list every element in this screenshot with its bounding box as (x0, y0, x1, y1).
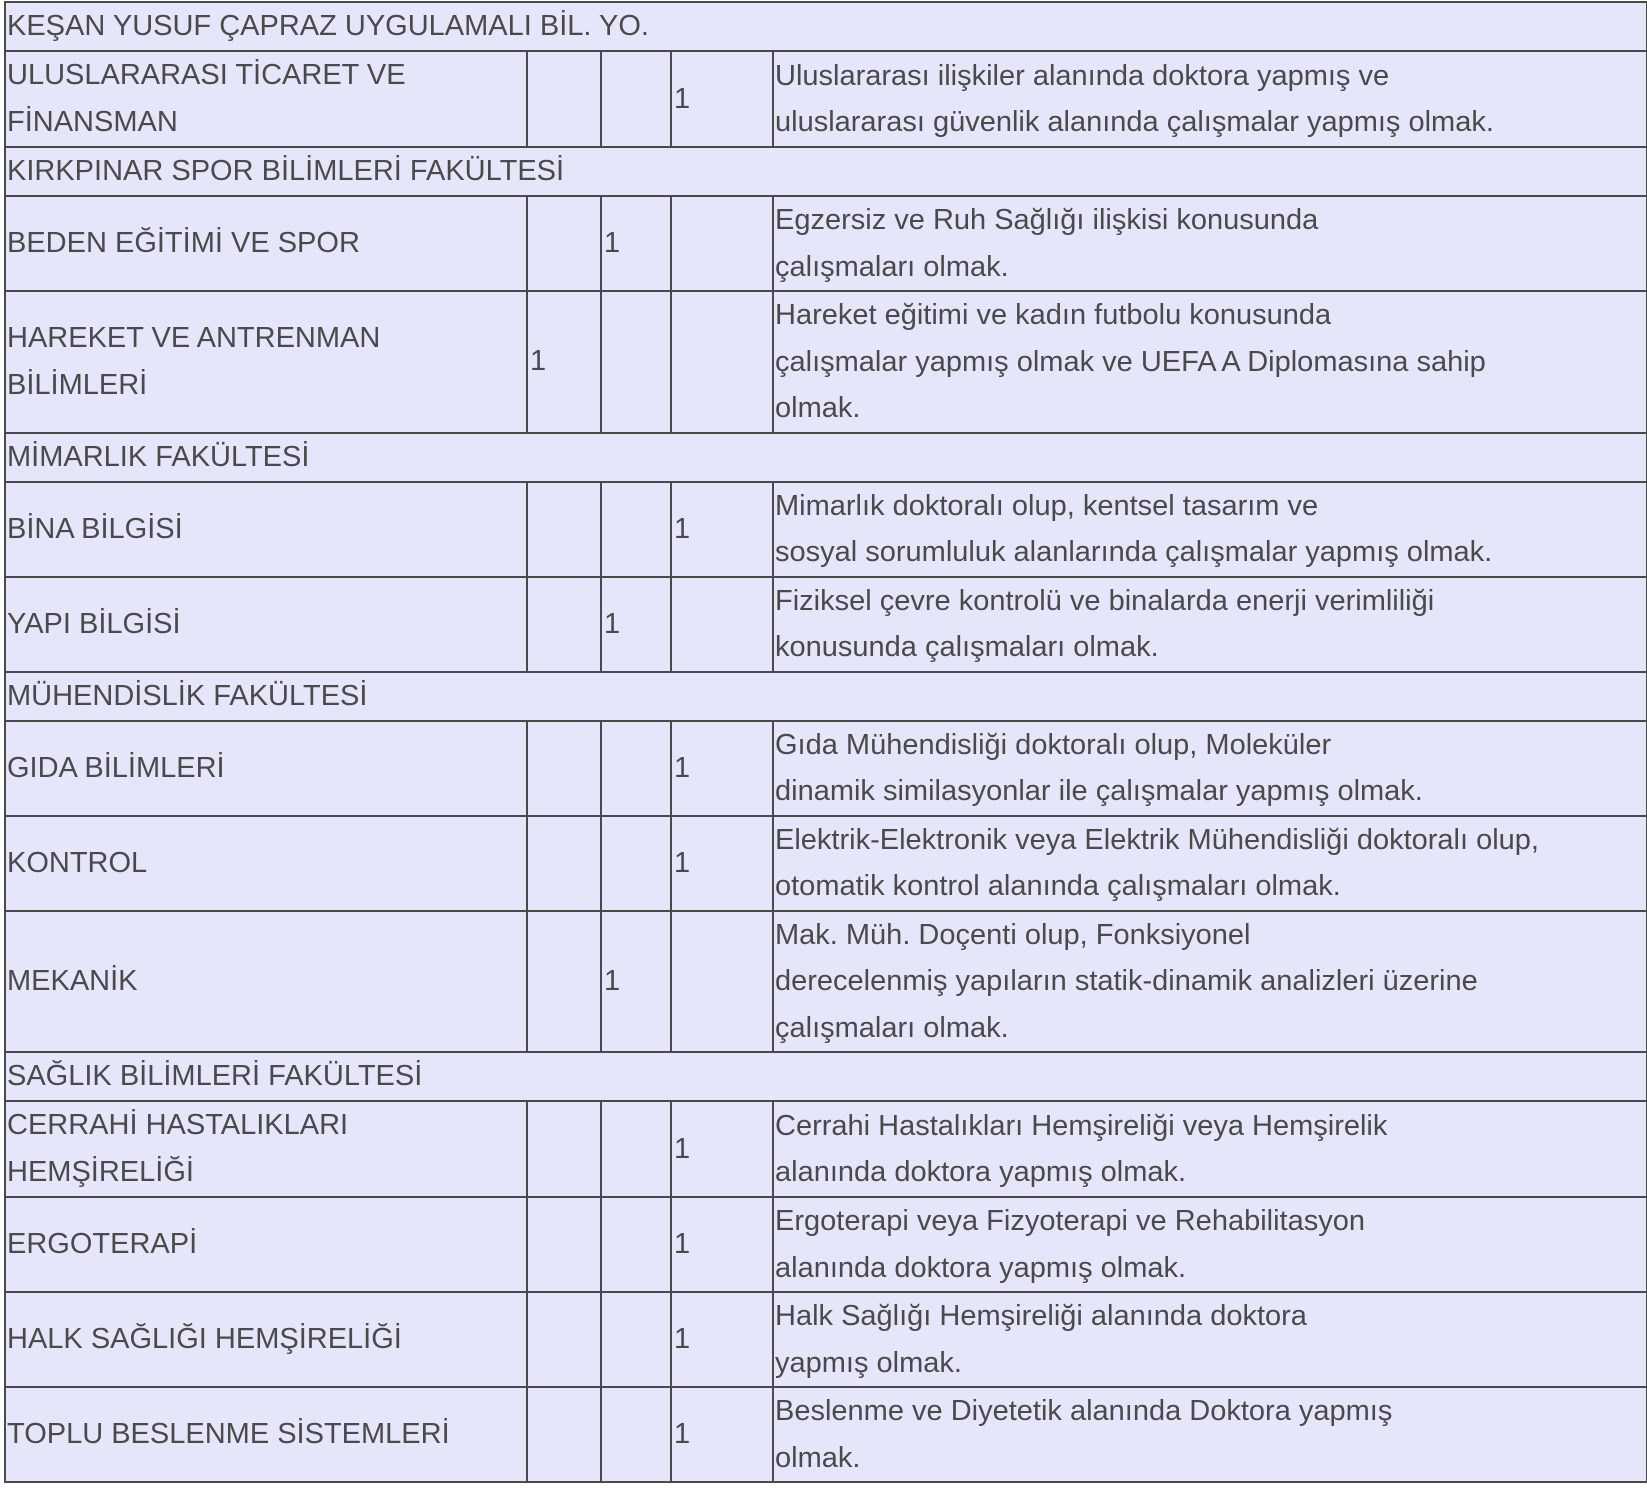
department-name: ULUSLARARASI TİCARET VE FİNANSMAN (5, 51, 527, 147)
count-associate-professor: 1 (601, 577, 671, 672)
requirement-text: Halk Sağlığı Hemşireliği alanında doktora yapmış olmak. (773, 1292, 1647, 1387)
requirement-text: Gıda Mühendisliği doktoralı olup, Moleküler dinamik similasyonlar ile çalışmalar yapmış olmak. (773, 721, 1647, 816)
count-assistant-professor: 1 (671, 482, 773, 577)
requirement-text: Beslenme ve Diyetetik alanında Doktora yapmış olmak. (773, 1387, 1647, 1482)
count-associate-professor (601, 1197, 671, 1292)
count-professor: 1 (527, 291, 601, 433)
department-row (5, 1387, 1647, 1482)
count-assistant-professor (671, 196, 773, 291)
count-professor (527, 1292, 601, 1387)
count-professor (527, 1197, 601, 1292)
department-name: CERRAHİ HASTALIKLARI HEMŞİRELİĞİ (5, 1101, 527, 1197)
department-name: KONTROL (5, 816, 527, 911)
count-assistant-professor (671, 577, 773, 672)
count-professor (527, 816, 601, 911)
faculty-title: KEŞAN YUSUF ÇAPRAZ UYGULAMALI BİL. YO. (5, 2, 1647, 51)
count-associate-professor (601, 1101, 671, 1197)
requirement-text: Mimarlık doktoralı olup, kentsel tasarım ve sosyal sorumluluk alanlarında çalışmalar yapmış olmak. (773, 482, 1647, 577)
department-name: MEKANİK (5, 911, 527, 1053)
department-row (5, 911, 1647, 1053)
count-assistant-professor (671, 911, 773, 1053)
department-row (5, 51, 1647, 147)
department-row (5, 816, 1647, 911)
department-row (5, 1101, 1647, 1197)
department-name: HAREKET VE ANTRENMAN BİLİMLERİ (5, 291, 527, 433)
count-assistant-professor: 1 (671, 51, 773, 147)
faculty-header-row (5, 2, 1647, 51)
requirement-text: Cerrahi Hastalıkları Hemşireliği veya Hemşirelik alanında doktora yapmış olmak. (773, 1101, 1647, 1197)
department-row (5, 1197, 1647, 1292)
count-assistant-professor: 1 (671, 1292, 773, 1387)
count-professor (527, 1101, 601, 1197)
department-name: HALK SAĞLIĞI HEMŞİRELİĞİ (5, 1292, 527, 1387)
faculty-header-row (5, 672, 1647, 721)
department-row (5, 1292, 1647, 1387)
count-professor (527, 1387, 601, 1482)
count-associate-professor: 1 (601, 196, 671, 291)
department-name: BİNA BİLGİSİ (5, 482, 527, 577)
count-associate-professor (601, 482, 671, 577)
faculty-header-row (5, 147, 1647, 196)
department-row (5, 482, 1647, 577)
requirement-text: Egzersiz ve Ruh Sağlığı ilişkisi konusunda çalışmaları olmak. (773, 196, 1647, 291)
requirement-text: Mak. Müh. Doçenti olup, Fonksiyonel derecelenmiş yapıların statik-dinamik analizleri üzerine çalışmaları olmak. (773, 911, 1647, 1053)
count-assistant-professor (671, 291, 773, 433)
count-professor (527, 196, 601, 291)
department-row (5, 196, 1647, 291)
faculty-title: KIRKPINAR SPOR BİLİMLERİ FAKÜLTESİ (5, 147, 1647, 196)
count-assistant-professor: 1 (671, 1387, 773, 1482)
requirement-text: Hareket eğitimi ve kadın futbolu konusunda çalışmalar yapmış olmak ve UEFA A Diplomasına sahip olmak. (773, 291, 1647, 433)
department-row (5, 291, 1647, 433)
count-associate-professor (601, 51, 671, 147)
faculty-title: MİMARLIK FAKÜLTESİ (5, 433, 1647, 482)
count-professor (527, 721, 601, 816)
requirement-text: Uluslararası ilişkiler alanında doktora yapmış ve uluslararası güvenlik alanında çalışmalar yapmış olmak. (773, 51, 1647, 147)
department-row (5, 577, 1647, 672)
count-assistant-professor: 1 (671, 1101, 773, 1197)
positions-table-body (5, 2, 1647, 1482)
requirement-text: Ergoterapi veya Fizyoterapi ve Rehabilitasyon alanında doktora yapmış olmak. (773, 1197, 1647, 1292)
department-name: YAPI BİLGİSİ (5, 577, 527, 672)
count-associate-professor (601, 816, 671, 911)
count-assistant-professor: 1 (671, 816, 773, 911)
faculty-header-row (5, 1052, 1647, 1101)
count-professor (527, 51, 601, 147)
department-name: BEDEN EĞİTİMİ VE SPOR (5, 196, 527, 291)
count-associate-professor (601, 1387, 671, 1482)
faculty-header-row (5, 433, 1647, 482)
count-professor (527, 482, 601, 577)
positions-table (4, 1, 1647, 1483)
requirement-text: Fiziksel çevre kontrolü ve binalarda enerji verimliliği konusunda çalışmaları olmak. (773, 577, 1647, 672)
count-assistant-professor: 1 (671, 721, 773, 816)
department-name: GIDA BİLİMLERİ (5, 721, 527, 816)
department-name: ERGOTERAPİ (5, 1197, 527, 1292)
count-associate-professor (601, 721, 671, 816)
faculty-title: MÜHENDİSLİK FAKÜLTESİ (5, 672, 1647, 721)
department-row (5, 721, 1647, 816)
count-assistant-professor: 1 (671, 1197, 773, 1292)
requirement-text: Elektrik-Elektronik veya Elektrik Mühendisliği doktoralı olup, otomatik kontrol alanında çalışmaları olmak. (773, 816, 1647, 911)
faculty-title: SAĞLIK BİLİMLERİ FAKÜLTESİ (5, 1052, 1647, 1101)
count-associate-professor (601, 291, 671, 433)
count-professor (527, 911, 601, 1053)
department-name: TOPLU BESLENME SİSTEMLERİ (5, 1387, 527, 1482)
count-professor (527, 577, 601, 672)
count-associate-professor: 1 (601, 911, 671, 1053)
count-associate-professor (601, 1292, 671, 1387)
